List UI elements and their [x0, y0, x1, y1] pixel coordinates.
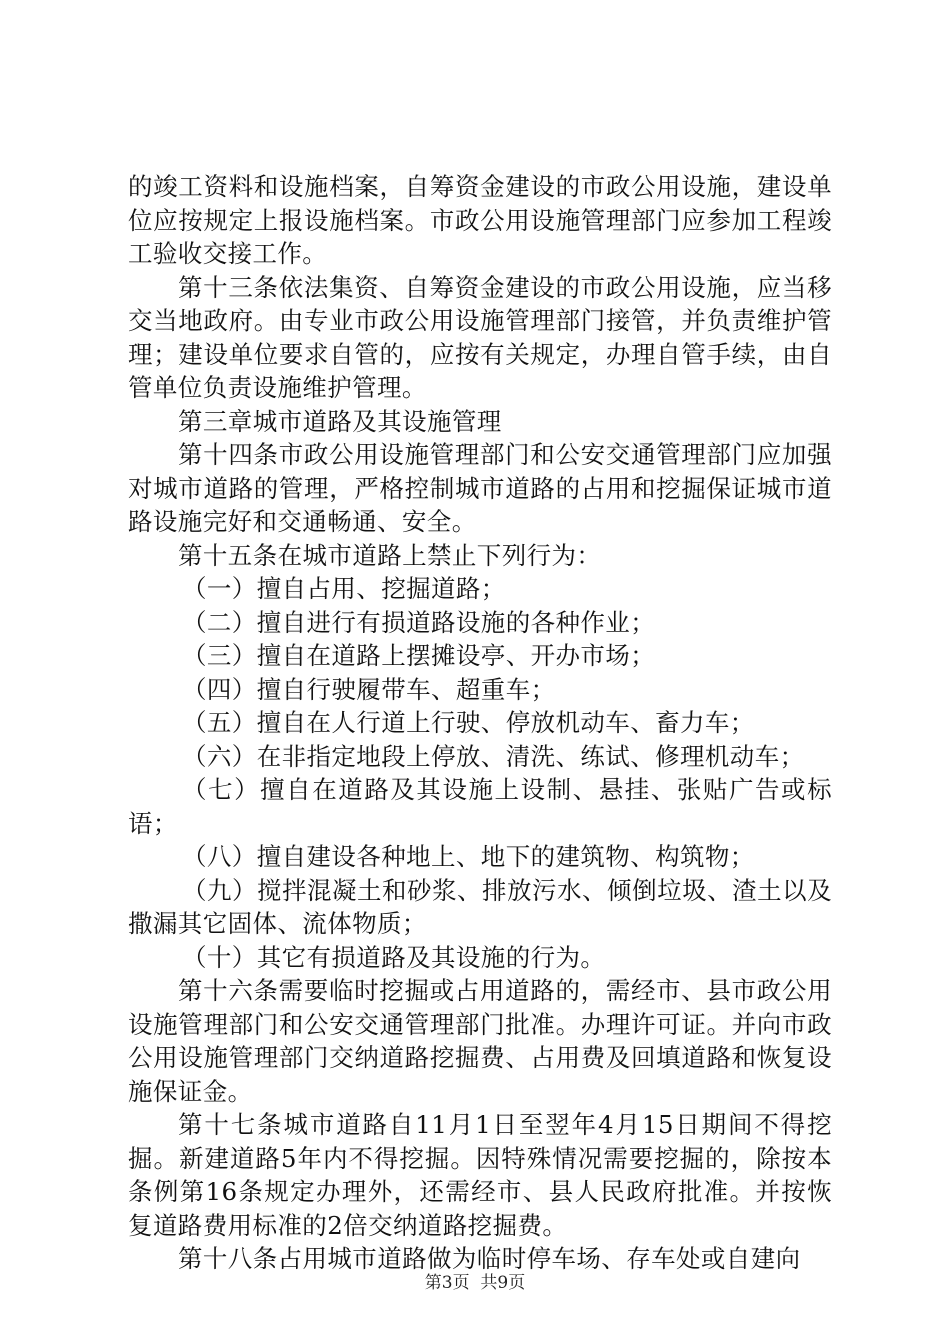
- paragraph: 第十五条在城市道路上禁止下列行为：: [178, 540, 602, 570]
- paragraph: 第十四条市政公用设施管理部门和公安交通管理部门应加强对城市道路的管理，严格控制城市道路的占用和挖掘保证城市道路设施完好和交通畅通、安全。: [128, 440, 832, 536]
- paragraph: （八）擅自建设各种地上、地下的建筑物、构筑物；: [182, 842, 755, 871]
- page-footer: [0, 1272, 950, 1294]
- paragraph: （三）擅自在道路上摆摊设亭、开办市场；: [182, 641, 656, 670]
- paragraph: （二）擅自进行有损道路设施的各种作业；: [182, 607, 656, 637]
- paragraph: （七）擅自在道路及其设施上设制、悬挂、张贴广告或标语；: [128, 775, 832, 838]
- paragraph: （十）其它有损道路及其设施的行为。: [182, 942, 606, 972]
- paragraph: 的竣工资料和设施档案，自筹资金建设的市政公用设施，建设单位应按规定上报设施档案。市政公用设施管理部门应参加工程竣工验收交接工作。: [128, 172, 832, 268]
- paragraph: （四）擅自行驶履带车、超重车；: [182, 674, 556, 704]
- paragraph: （五）擅自在人行道上行驶、停放机动车、畜力车；: [182, 708, 755, 737]
- document-body: [128, 170, 832, 1276]
- page-number-label: 第3页 共9页: [424, 1273, 526, 1293]
- paragraph: 第十三条依法集资、自筹资金建设的市政公用设施，应当移交当地政府。由专业市政公用设施管理部门接管，并负责维护管理；建设单位要求自管的，应按有关规定，办理自管手续，由自管单位负责设施维护管理。: [128, 272, 832, 402]
- paragraph: 第十六条需要临时挖掘或占用道路的，需经市、县市政公用设施管理部门和公安交通管理部门批准。办理许可证。并向市政公用设施管理部门交纳道路挖掘费、占用费及回填道路和恢复设施保证金。: [128, 976, 832, 1106]
- paragraph: （六）在非指定地段上停放、清洗、练试、修理机动车；: [182, 741, 805, 771]
- paragraph: 第三章城市道路及其设施管理: [178, 406, 502, 436]
- paragraph: （一）擅自占用、挖掘道路；: [182, 574, 506, 603]
- paragraph: 第十七条城市道路自11月1日至翌年4月15日期间不得挖掘。新建道路5年内不得挖掘。因特殊情况需要挖掘的，除按本条例第16条规定办理外，还需经市、县人民政府批准。并按恢复道路费用标准的2倍交纳道路挖掘费。: [128, 1110, 832, 1240]
- paragraph: 第十八条占用城市道路做为临时停车场、存车处或自建向: [178, 1244, 801, 1273]
- paragraph: （九）搅拌混凝土和砂浆、排放污水、倾倒垃圾、渣土以及撒漏其它固体、流体物质；: [128, 875, 832, 938]
